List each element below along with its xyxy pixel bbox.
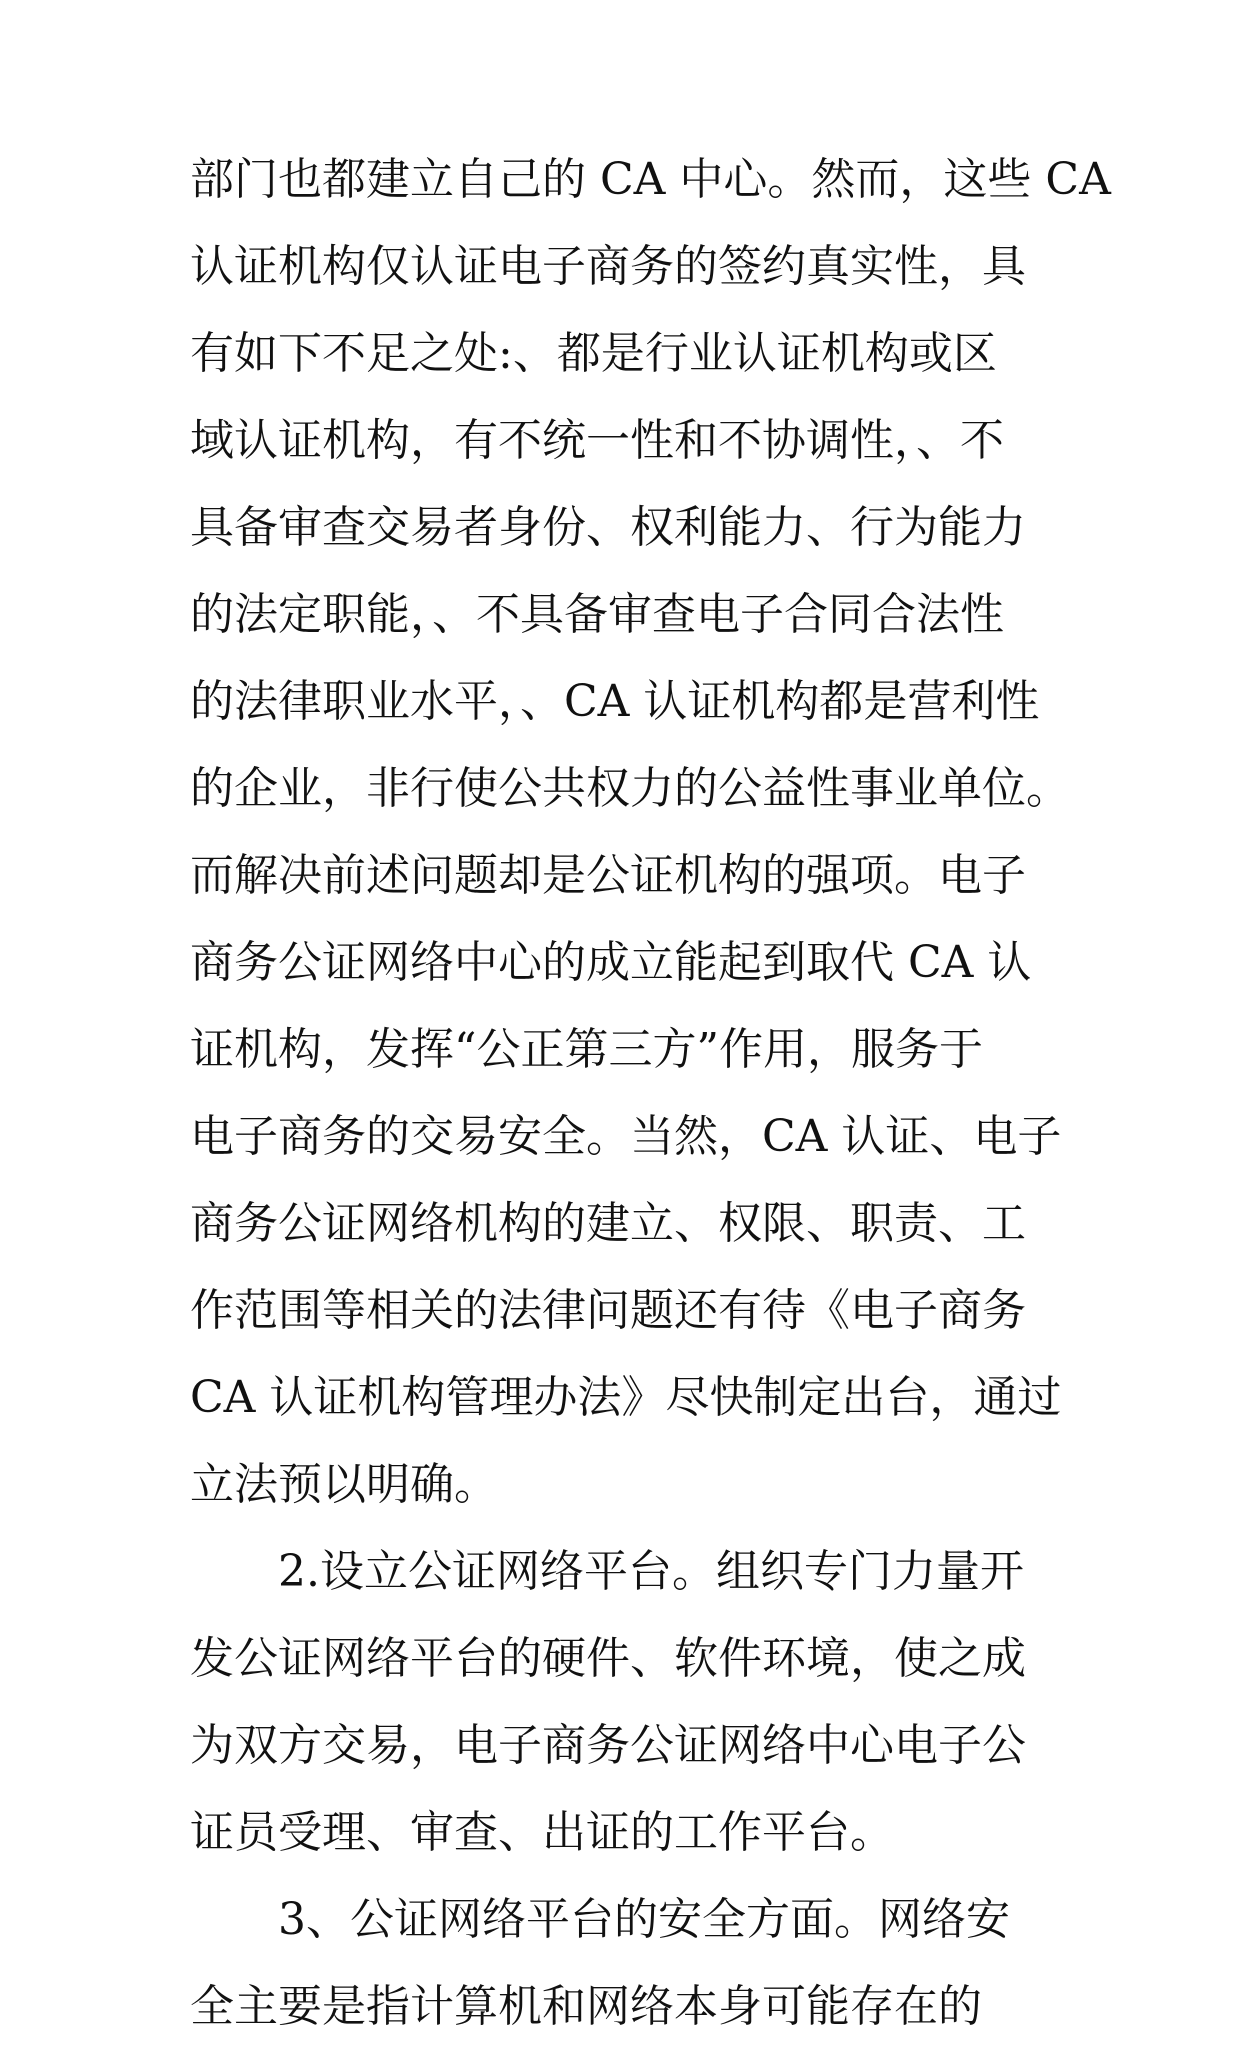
text-line: 具备审查交易者身份、权利能力、行为能力 [190,502,1026,553]
text-line: 认证机构仅认证电子商务的签约真实性，具 [190,241,1026,292]
text-line: 的法定职能，、不具备审查电子合同合法性 [190,589,1004,640]
text-line: CA 认证机构管理办法》尽快制定出台，通过 [190,1372,1062,1423]
paragraph-start-line: 2.设立公证网络平台。组织专门力量开 [278,1546,1024,1597]
text-line: 发公证网络平台的硬件、软件环境，使之成 [190,1633,1026,1684]
text-line: 域认证机构，有不统一性和不协调性，、不 [190,415,1004,466]
text-line: 为双方交易，电子商务公证网络中心电子公 [190,1720,1026,1771]
text-line: 商务公证网络机构的建立、权限、职责、工 [190,1198,1026,1249]
text-line: 而解决前述问题却是公证机构的强项。电子 [190,850,1026,901]
text-line: 证机构，发挥“公正第三方”作用，服务于 [190,1024,983,1075]
paragraph-start-line: 3、公证网络平台的安全方面。网络安 [278,1894,1010,1945]
text-line: 电子商务的交易安全。当然，CA 认证、电子 [190,1111,1062,1162]
text-line: 有如下不足之处:、都是行业认证机构或区 [190,328,997,379]
body-text [190,150,1111,2064]
text-line: 商务公证网络中心的成立能起到取代 CA 认 [190,937,1032,988]
text-line: 的企业，非行使公共权力的公益性事业单位。 [190,763,1070,814]
text-line: 的法律职业水平，、CA 认证机构都是营利性 [190,676,1040,727]
text-line: 立法预以明确。 [190,1459,498,1510]
text-line: 部门也都建立自己的 CA 中心。然而，这些 CA [190,154,1111,205]
text-line: 作范围等相关的法律问题还有待《电子商务 [190,1285,1026,1336]
text-line: 全主要是指计算机和网络本身可能存在的 [190,1981,982,2032]
text-line: 证员受理、审查、出证的工作平台。 [190,1807,894,1858]
